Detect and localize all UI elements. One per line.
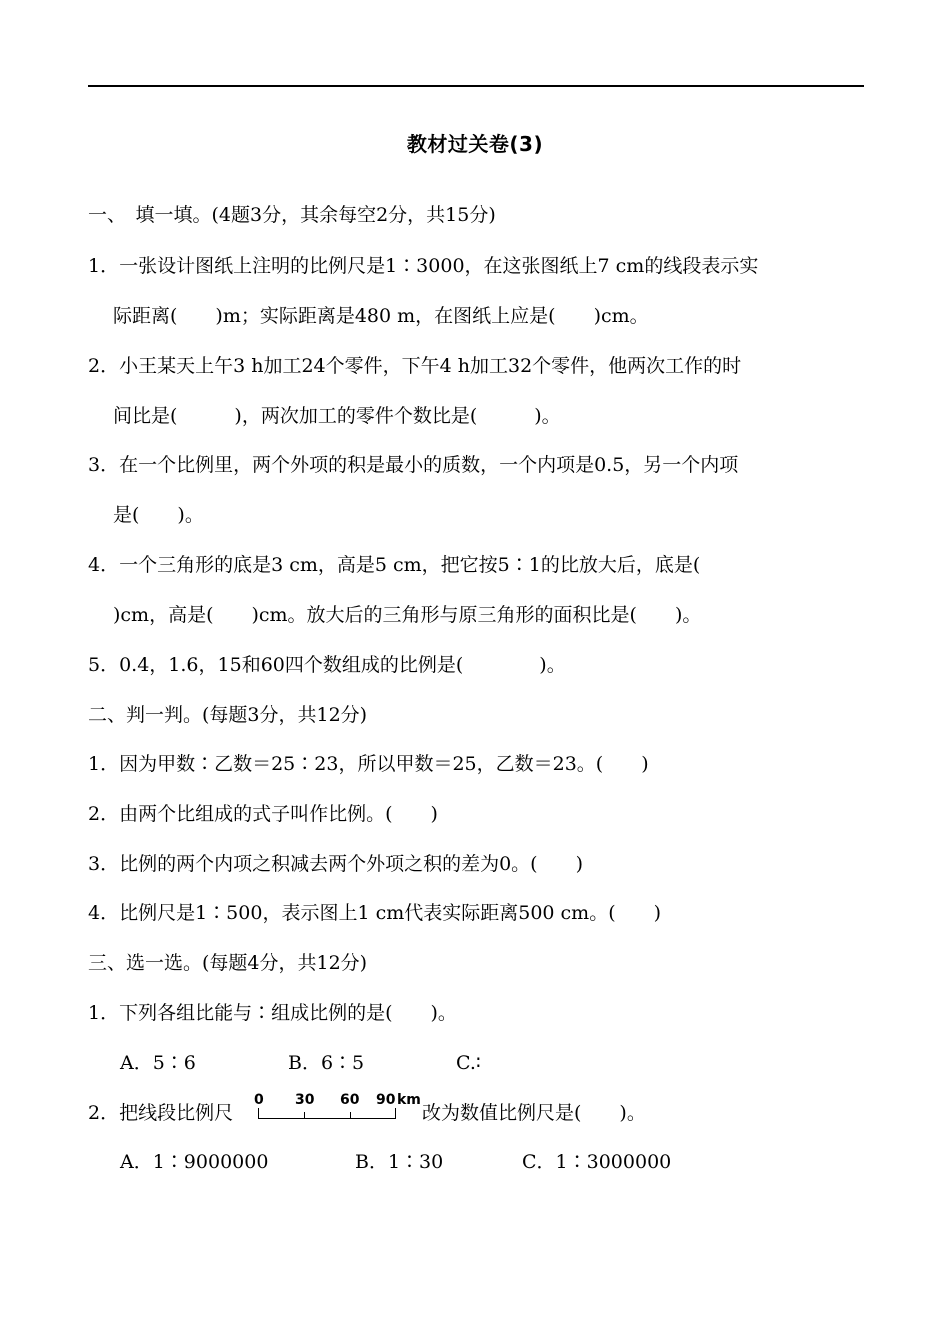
s3-q2-option-c: C．1∶3000000 bbox=[522, 1151, 672, 1173]
s3-q1-stem: 1．下列各组比能与∶组成比例的是( )。 bbox=[88, 1002, 457, 1024]
s1-q1-line1: 1．一张设计图纸上注明的比例尺是1∶3000，在这张图纸上7 cm的线段表示实 bbox=[88, 255, 759, 277]
s3-q2-option-a: A．1∶9000000 bbox=[120, 1151, 269, 1173]
scale-tick-90 bbox=[395, 1108, 396, 1119]
scale-axis bbox=[258, 1118, 396, 1119]
s3-q2-stem-after: 改为数值比例尺是( )。 bbox=[422, 1102, 646, 1124]
scale-label-0: 0 bbox=[254, 1092, 264, 1108]
s1-q2-line1: 2．小王某天上午3 h加工24个零件，下午4 h加工32个零件，他两次工作的时 bbox=[88, 355, 742, 377]
s3-q1-option-b: B．6∶5 bbox=[288, 1052, 365, 1074]
s1-q1-line2: 际距离( )m；实际距离是480 m，在图纸上应是( )cm。 bbox=[113, 305, 649, 327]
s1-q3-line1: 3．在一个比例里，两个外项的积是最小的质数，一个内项是0.5，另一个内项 bbox=[88, 454, 739, 476]
s2-item-2: 2．由两个比组成的式子叫作比例。( ) bbox=[88, 803, 438, 825]
section-1-heading: 一、 填一填。(4题3分，其余每空2分，共15分) bbox=[88, 204, 496, 226]
page-title: 教材过关卷(3) bbox=[406, 132, 544, 156]
s2-item-1: 1．因为甲数∶乙数＝25∶23，所以甲数＝25，乙数＝23。( ) bbox=[88, 753, 649, 775]
header-rule bbox=[88, 85, 864, 87]
s3-q1-option-a: A．5∶6 bbox=[120, 1052, 196, 1074]
s2-item-3: 3．比例的两个内项之积减去两个外项之积的差为0。( ) bbox=[88, 853, 584, 875]
line-scale-diagram bbox=[254, 1092, 423, 1126]
section-2-heading: 二、判一判。(每题3分，共12分) bbox=[88, 704, 368, 726]
scale-label-30: 30 bbox=[295, 1092, 315, 1108]
scale-tick-60 bbox=[350, 1112, 351, 1119]
scale-label-unit: km bbox=[397, 1092, 421, 1108]
s1-q3-line2: 是( )。 bbox=[113, 504, 204, 526]
section-3-heading: 三、选一选。(每题4分，共12分) bbox=[88, 952, 368, 974]
scale-tick-0 bbox=[258, 1108, 259, 1119]
s2-item-4: 4．比例尺是1∶500，表示图上1 cm代表实际距离500 cm。( ) bbox=[88, 902, 662, 924]
s1-q4-line1: 4．一个三角形的底是3 cm，高是5 cm，把它按5∶1的比放大后，底是( bbox=[88, 554, 701, 576]
s3-q1-option-c: C.∶ bbox=[456, 1052, 481, 1074]
scale-label-60: 60 bbox=[340, 1092, 360, 1108]
scale-label-90: 90 bbox=[376, 1092, 396, 1108]
s3-q2-stem-before: 2．把线段比例尺 bbox=[88, 1102, 234, 1124]
s3-q2-option-b: B．1∶30 bbox=[355, 1151, 444, 1173]
s1-q2-line2: 间比是( )，两次加工的零件个数比是( )。 bbox=[113, 405, 561, 427]
s1-q5: 5．0.4，1.6，15和60四个数组成的比例是( )。 bbox=[88, 654, 566, 676]
scale-tick-30 bbox=[304, 1112, 305, 1119]
s1-q4-line2: )cm，高是( )cm。放大后的三角形与原三角形的面积比是( )。 bbox=[113, 604, 702, 626]
